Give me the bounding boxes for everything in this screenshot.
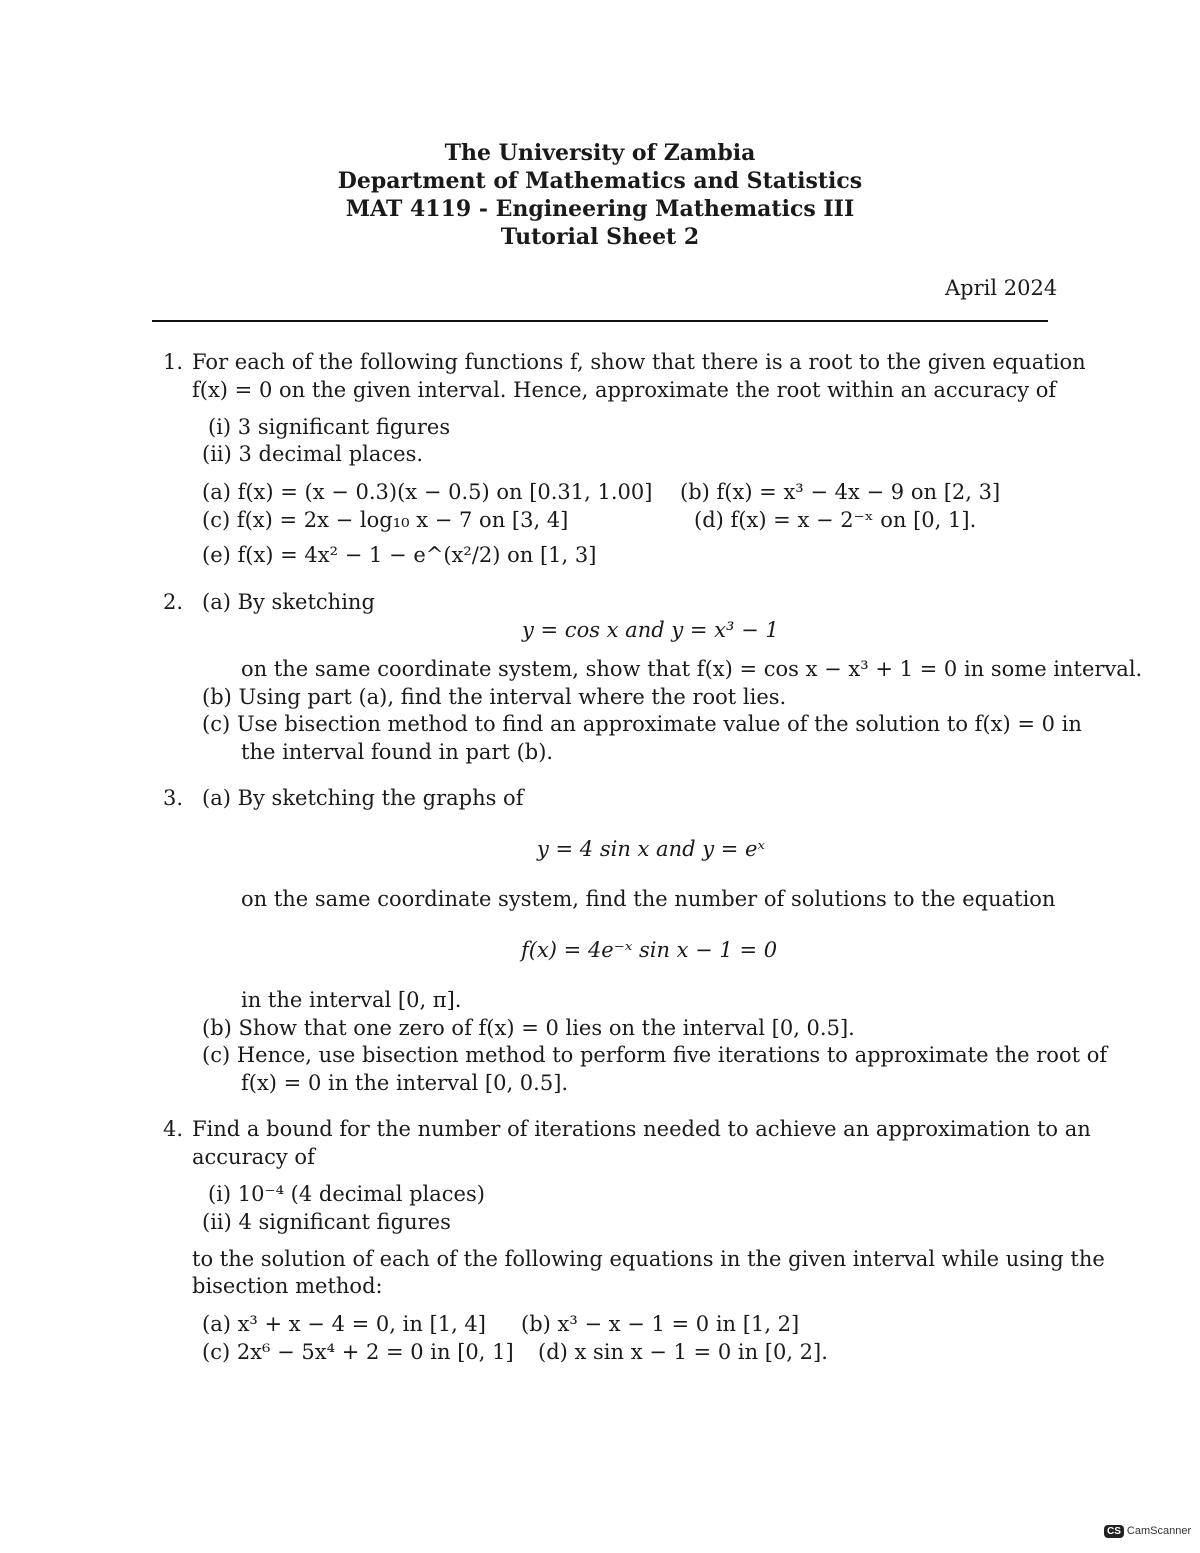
camscanner-logo-icon: CS [1104, 1525, 1124, 1538]
q4-part-a: (a) x³ + x − 4 = 0, in [1, 4] [202, 1312, 486, 1336]
q1-part-a: (a) f(x) = (x − 0.3)(x − 0.5) on [0.31, 1.00] [202, 480, 653, 504]
q3-part-b: (b) Show that one zero of f(x) = 0 lies on the interval [0, 0.5]. [202, 1016, 855, 1040]
q1-part-c: (c) f(x) = 2x − log₁₀ x − 7 on [3, 4] [202, 508, 569, 532]
q3-equation-2: f(x) = 4e⁻ˣ sin x − 1 = 0 [521, 938, 778, 962]
question-4-line-4: bisection method: [192, 1274, 383, 1298]
q3-part-a-continued: on the same coordinate system, find the number of solutions to the equation [241, 887, 1056, 911]
q1-accuracy-i: (i) 3 significant figures [208, 415, 451, 439]
q4-part-c: (c) 2x⁶ − 5x⁴ + 2 = 0 in [0, 1] [202, 1340, 514, 1364]
q1-accuracy-ii: (ii) 3 decimal places. [202, 442, 424, 466]
q3-equation-1: y = 4 sin x and y = eˣ [537, 837, 765, 861]
q4-part-d: (d) x sin x − 1 = 0 in [0, 2]. [538, 1340, 828, 1364]
q2-part-a: (a) By sketching [202, 590, 375, 614]
university-title: The University of Zambia [444, 140, 756, 166]
question-4-number: 4. [163, 1117, 184, 1141]
question-1-line-1: For each of the following functions f, show that there is a root to the given equation [192, 350, 1086, 374]
question-4-line-2: accuracy of [192, 1145, 315, 1169]
question-1-number: 1. [163, 350, 184, 374]
q4-accuracy-i: (i) 10⁻⁴ (4 decimal places) [208, 1182, 485, 1206]
department-title: Department of Mathematics and Statistics [337, 168, 863, 194]
question-1-line-2: f(x) = 0 on the given interval. Hence, approximate the root within an accuracy of [192, 378, 1057, 402]
question-2-number: 2. [163, 590, 184, 614]
sheet-title: Tutorial Sheet 2 [500, 224, 700, 250]
q2-part-b: (b) Using part (a), find the interval where the root lies. [202, 685, 787, 709]
date: April 2024 [945, 276, 1058, 300]
q3-part-c-line-1: (c) Hence, use bisection method to perform five iterations to approximate the root of [202, 1043, 1108, 1067]
q1-part-e: (e) f(x) = 4x² − 1 − e^(x²/2) on [1, 3] [202, 543, 597, 567]
q1-part-d: (d) f(x) = x − 2⁻ˣ on [0, 1]. [694, 508, 977, 532]
q3-part-c-line-2: f(x) = 0 in the interval [0, 0.5]. [241, 1071, 569, 1095]
question-4-line-3: to the solution of each of the following equations in the given interval while using the [192, 1247, 1105, 1271]
q2-part-c-line-1: (c) Use bisection method to find an approximate value of the solution to f(x) = 0 in [202, 712, 1082, 736]
header-divider [152, 320, 1048, 322]
course-title: MAT 4119 - Engineering Mathematics III [345, 196, 855, 222]
q2-part-a-continued: on the same coordinate system, show that f(x) = cos x − x³ + 1 = 0 in some interval. [241, 657, 1143, 681]
q1-part-b: (b) f(x) = x³ − 4x − 9 on [2, 3] [680, 480, 1001, 504]
q4-part-b: (b) x³ − x − 1 = 0 in [1, 2] [521, 1312, 800, 1336]
q2-equation: y = cos x and y = x³ − 1 [522, 618, 779, 642]
question-4-line-1: Find a bound for the number of iterations needed to achieve an approximation to an [192, 1117, 1091, 1141]
q3-part-a: (a) By sketching the graphs of [202, 786, 524, 810]
q2-part-c-line-2: the interval found in part (b). [241, 740, 554, 764]
q4-accuracy-ii: (ii) 4 significant figures [202, 1210, 451, 1234]
camscanner-watermark [1104, 1525, 1191, 1538]
question-3-number: 3. [163, 786, 184, 810]
q3-part-a-interval: in the interval [0, π]. [241, 988, 462, 1012]
camscanner-text: CamScanner [1126, 1525, 1192, 1537]
